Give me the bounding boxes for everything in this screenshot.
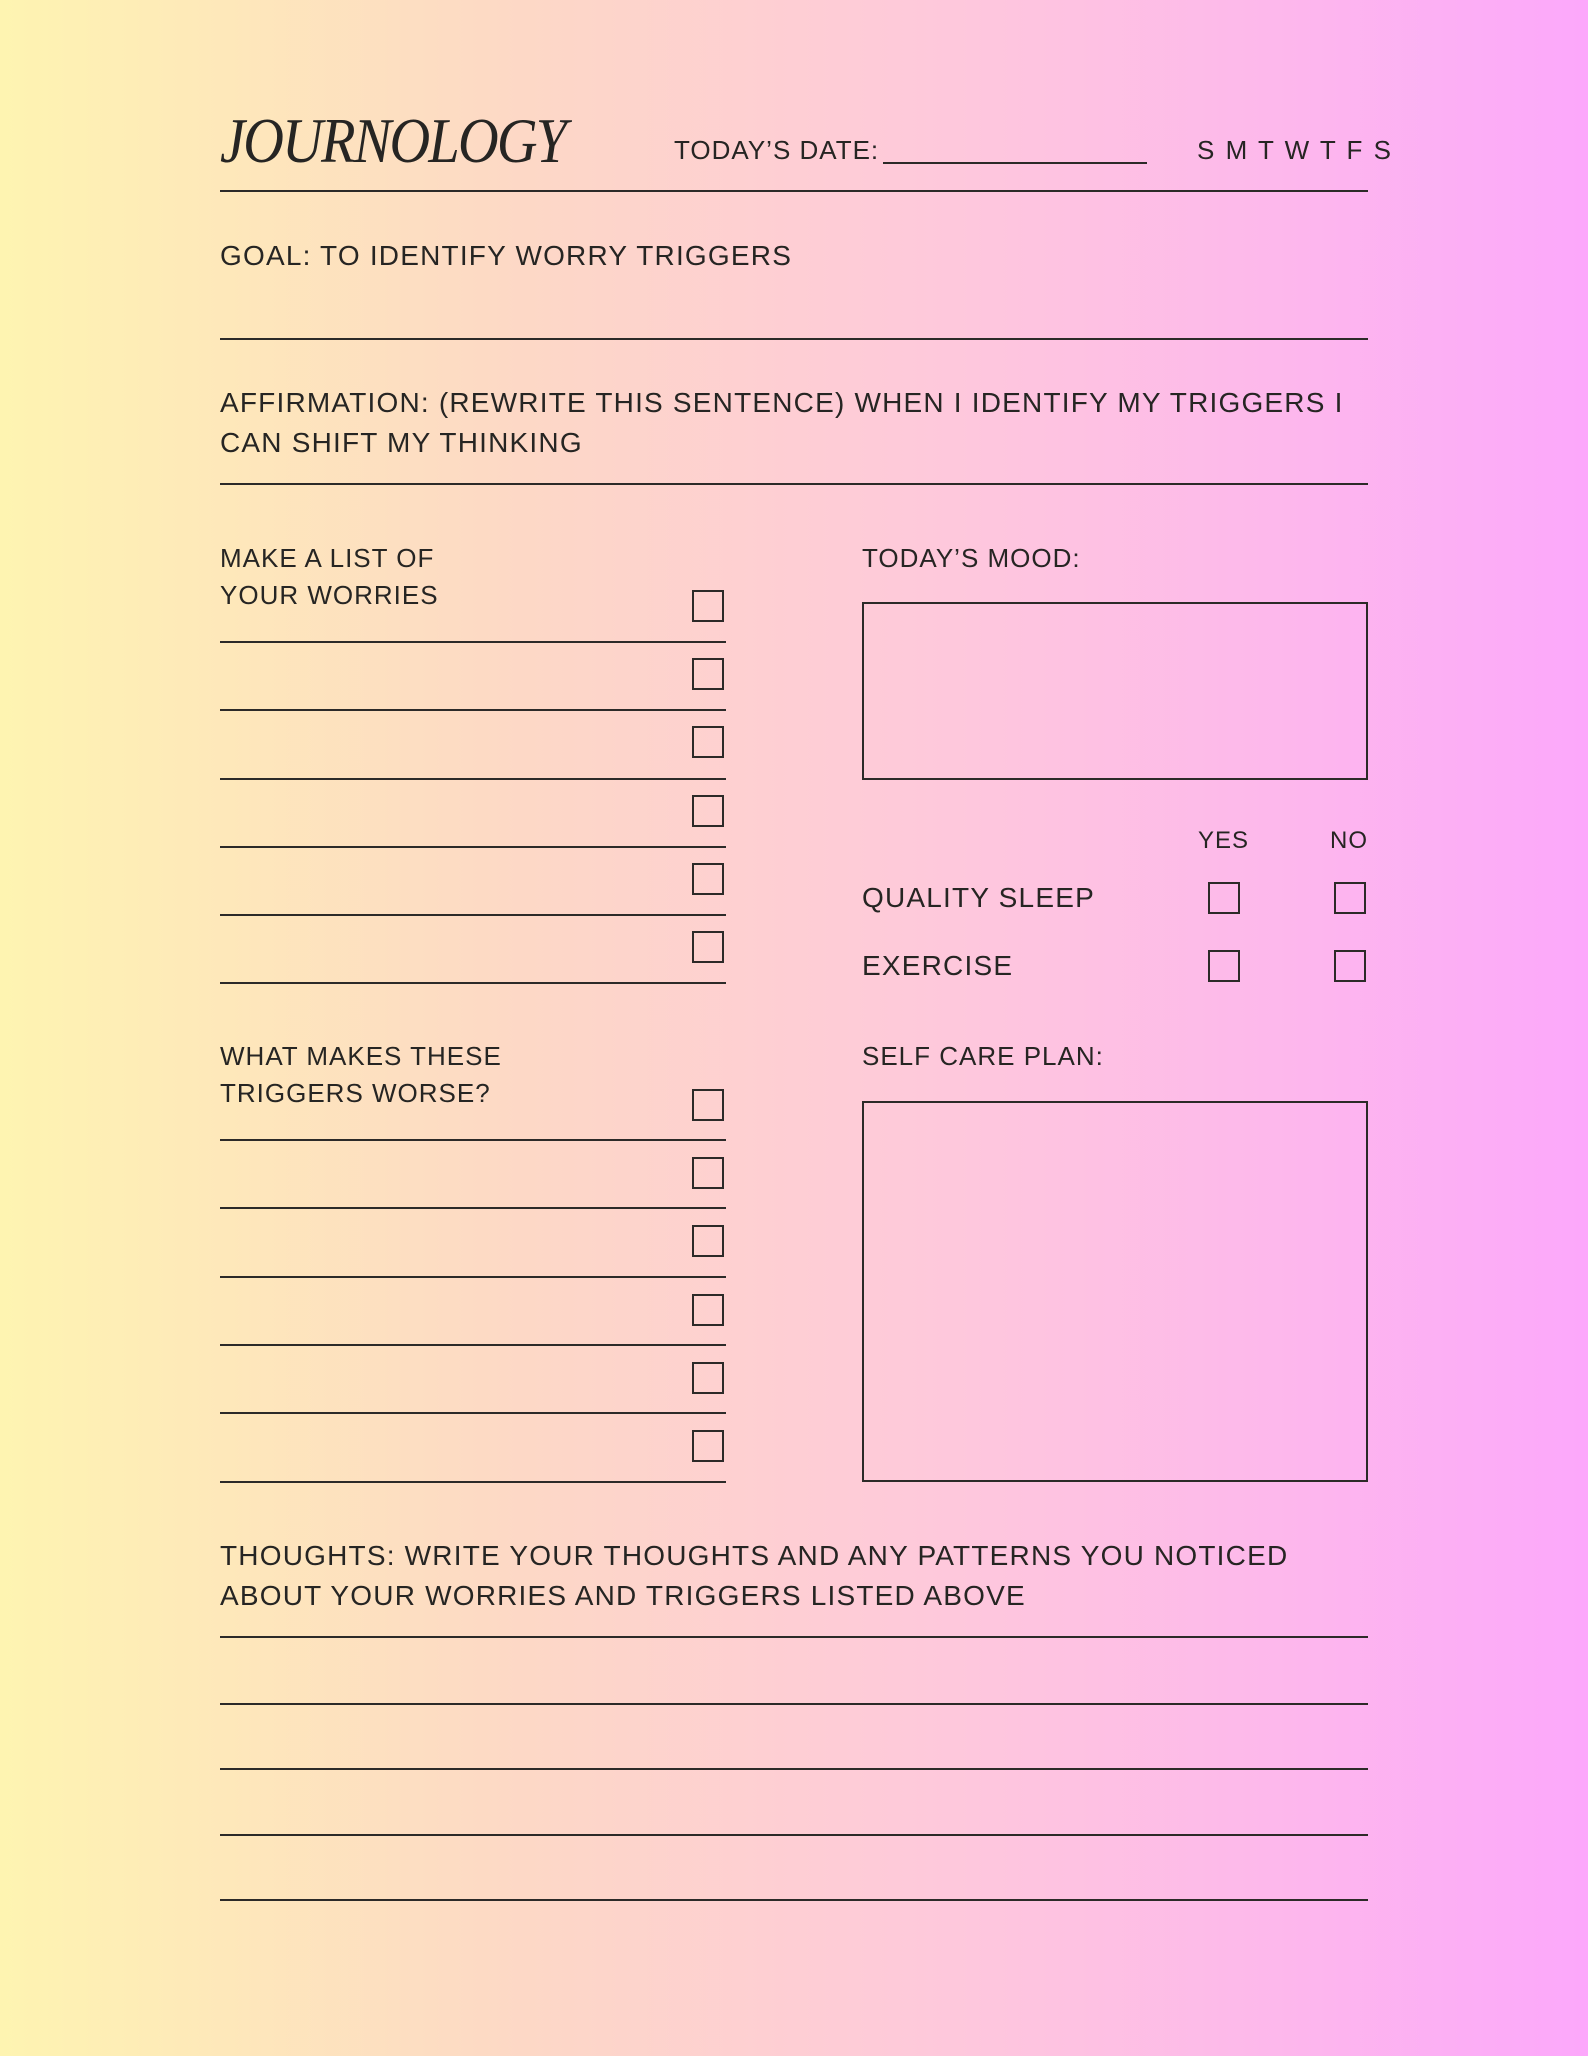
worry-checkbox[interactable] <box>692 795 724 827</box>
worry-line[interactable] <box>220 914 726 916</box>
worry-checkbox[interactable] <box>692 863 724 895</box>
thoughts-writing-line[interactable] <box>220 1899 1368 1901</box>
affirmation-writing-line[interactable] <box>220 483 1368 485</box>
trigger-line[interactable] <box>220 1344 726 1346</box>
journology-logo: JOURNOLOGY <box>220 105 566 176</box>
thoughts-writing-line[interactable] <box>220 1768 1368 1770</box>
habit-quality-sleep-label: QUALITY SLEEP <box>862 882 1095 913</box>
no-column-label: NO <box>1330 827 1368 854</box>
trigger-checkbox[interactable] <box>692 1294 724 1326</box>
worry-line[interactable] <box>220 982 726 984</box>
worries-heading-line-2: YOUR WORRIES <box>220 580 439 610</box>
yes-column-label: YES <box>1198 827 1250 854</box>
trigger-line[interactable] <box>220 1412 726 1414</box>
worries-heading-line-1: MAKE A LIST OF <box>220 543 435 573</box>
trigger-line[interactable] <box>220 1207 726 1209</box>
worry-line[interactable] <box>220 846 726 848</box>
triggers-heading-line-1: WHAT MAKES THESE <box>220 1041 502 1071</box>
thoughts-prompt-line-2: ABOUT YOUR WORRIES AND TRIGGERS LISTED ABOVE <box>220 1580 1026 1611</box>
thoughts-prompt-line-1: THOUGHTS: WRITE YOUR THOUGHTS AND ANY PATTERNS YOU NOTICED <box>220 1540 1289 1571</box>
triggers-heading-line-2: TRIGGERS WORSE? <box>220 1078 491 1108</box>
header-divider <box>220 190 1368 192</box>
habit-exercise-label: EXERCISE <box>862 950 1014 981</box>
worry-line[interactable] <box>220 641 726 643</box>
worry-checkbox[interactable] <box>692 590 724 622</box>
thoughts-writing-line[interactable] <box>220 1834 1368 1836</box>
exercise-no-checkbox[interactable] <box>1334 950 1366 982</box>
quality-sleep-yes-checkbox[interactable] <box>1208 882 1240 914</box>
exercise-yes-checkbox[interactable] <box>1208 950 1240 982</box>
trigger-line[interactable] <box>220 1139 726 1141</box>
thoughts-writing-line[interactable] <box>220 1636 1368 1638</box>
worry-line[interactable] <box>220 778 726 780</box>
worry-checkbox[interactable] <box>692 931 724 963</box>
date-input-line[interactable] <box>883 162 1147 164</box>
trigger-checkbox[interactable] <box>692 1089 724 1121</box>
goal-writing-line[interactable] <box>220 338 1368 340</box>
worry-checkbox[interactable] <box>692 658 724 690</box>
trigger-checkbox[interactable] <box>692 1430 724 1462</box>
mood-box[interactable] <box>862 602 1368 780</box>
worry-line[interactable] <box>220 709 726 711</box>
todays-mood-label: TODAY’S MOOD: <box>862 543 1081 573</box>
trigger-checkbox[interactable] <box>692 1157 724 1189</box>
worry-checkbox[interactable] <box>692 726 724 758</box>
trigger-checkbox[interactable] <box>692 1362 724 1394</box>
affirmation-line-1: AFFIRMATION: (REWRITE THIS SENTENCE) WHEN I IDENTIFY MY TRIGGERS I <box>220 387 1344 418</box>
weekday-selector[interactable]: S M T W T F S <box>1197 135 1393 165</box>
trigger-line[interactable] <box>220 1276 726 1278</box>
quality-sleep-no-checkbox[interactable] <box>1334 882 1366 914</box>
trigger-line[interactable] <box>220 1481 726 1483</box>
affirmation-line-2: CAN SHIFT MY THINKING <box>220 427 583 458</box>
thoughts-writing-line[interactable] <box>220 1703 1368 1705</box>
self-care-plan-label: SELF CARE PLAN: <box>862 1041 1104 1071</box>
todays-date-label: TODAY’S DATE: <box>674 135 880 165</box>
goal-label: GOAL: TO IDENTIFY WORRY TRIGGERS <box>220 240 793 271</box>
trigger-checkbox[interactable] <box>692 1225 724 1257</box>
self-care-plan-box[interactable] <box>862 1101 1368 1482</box>
